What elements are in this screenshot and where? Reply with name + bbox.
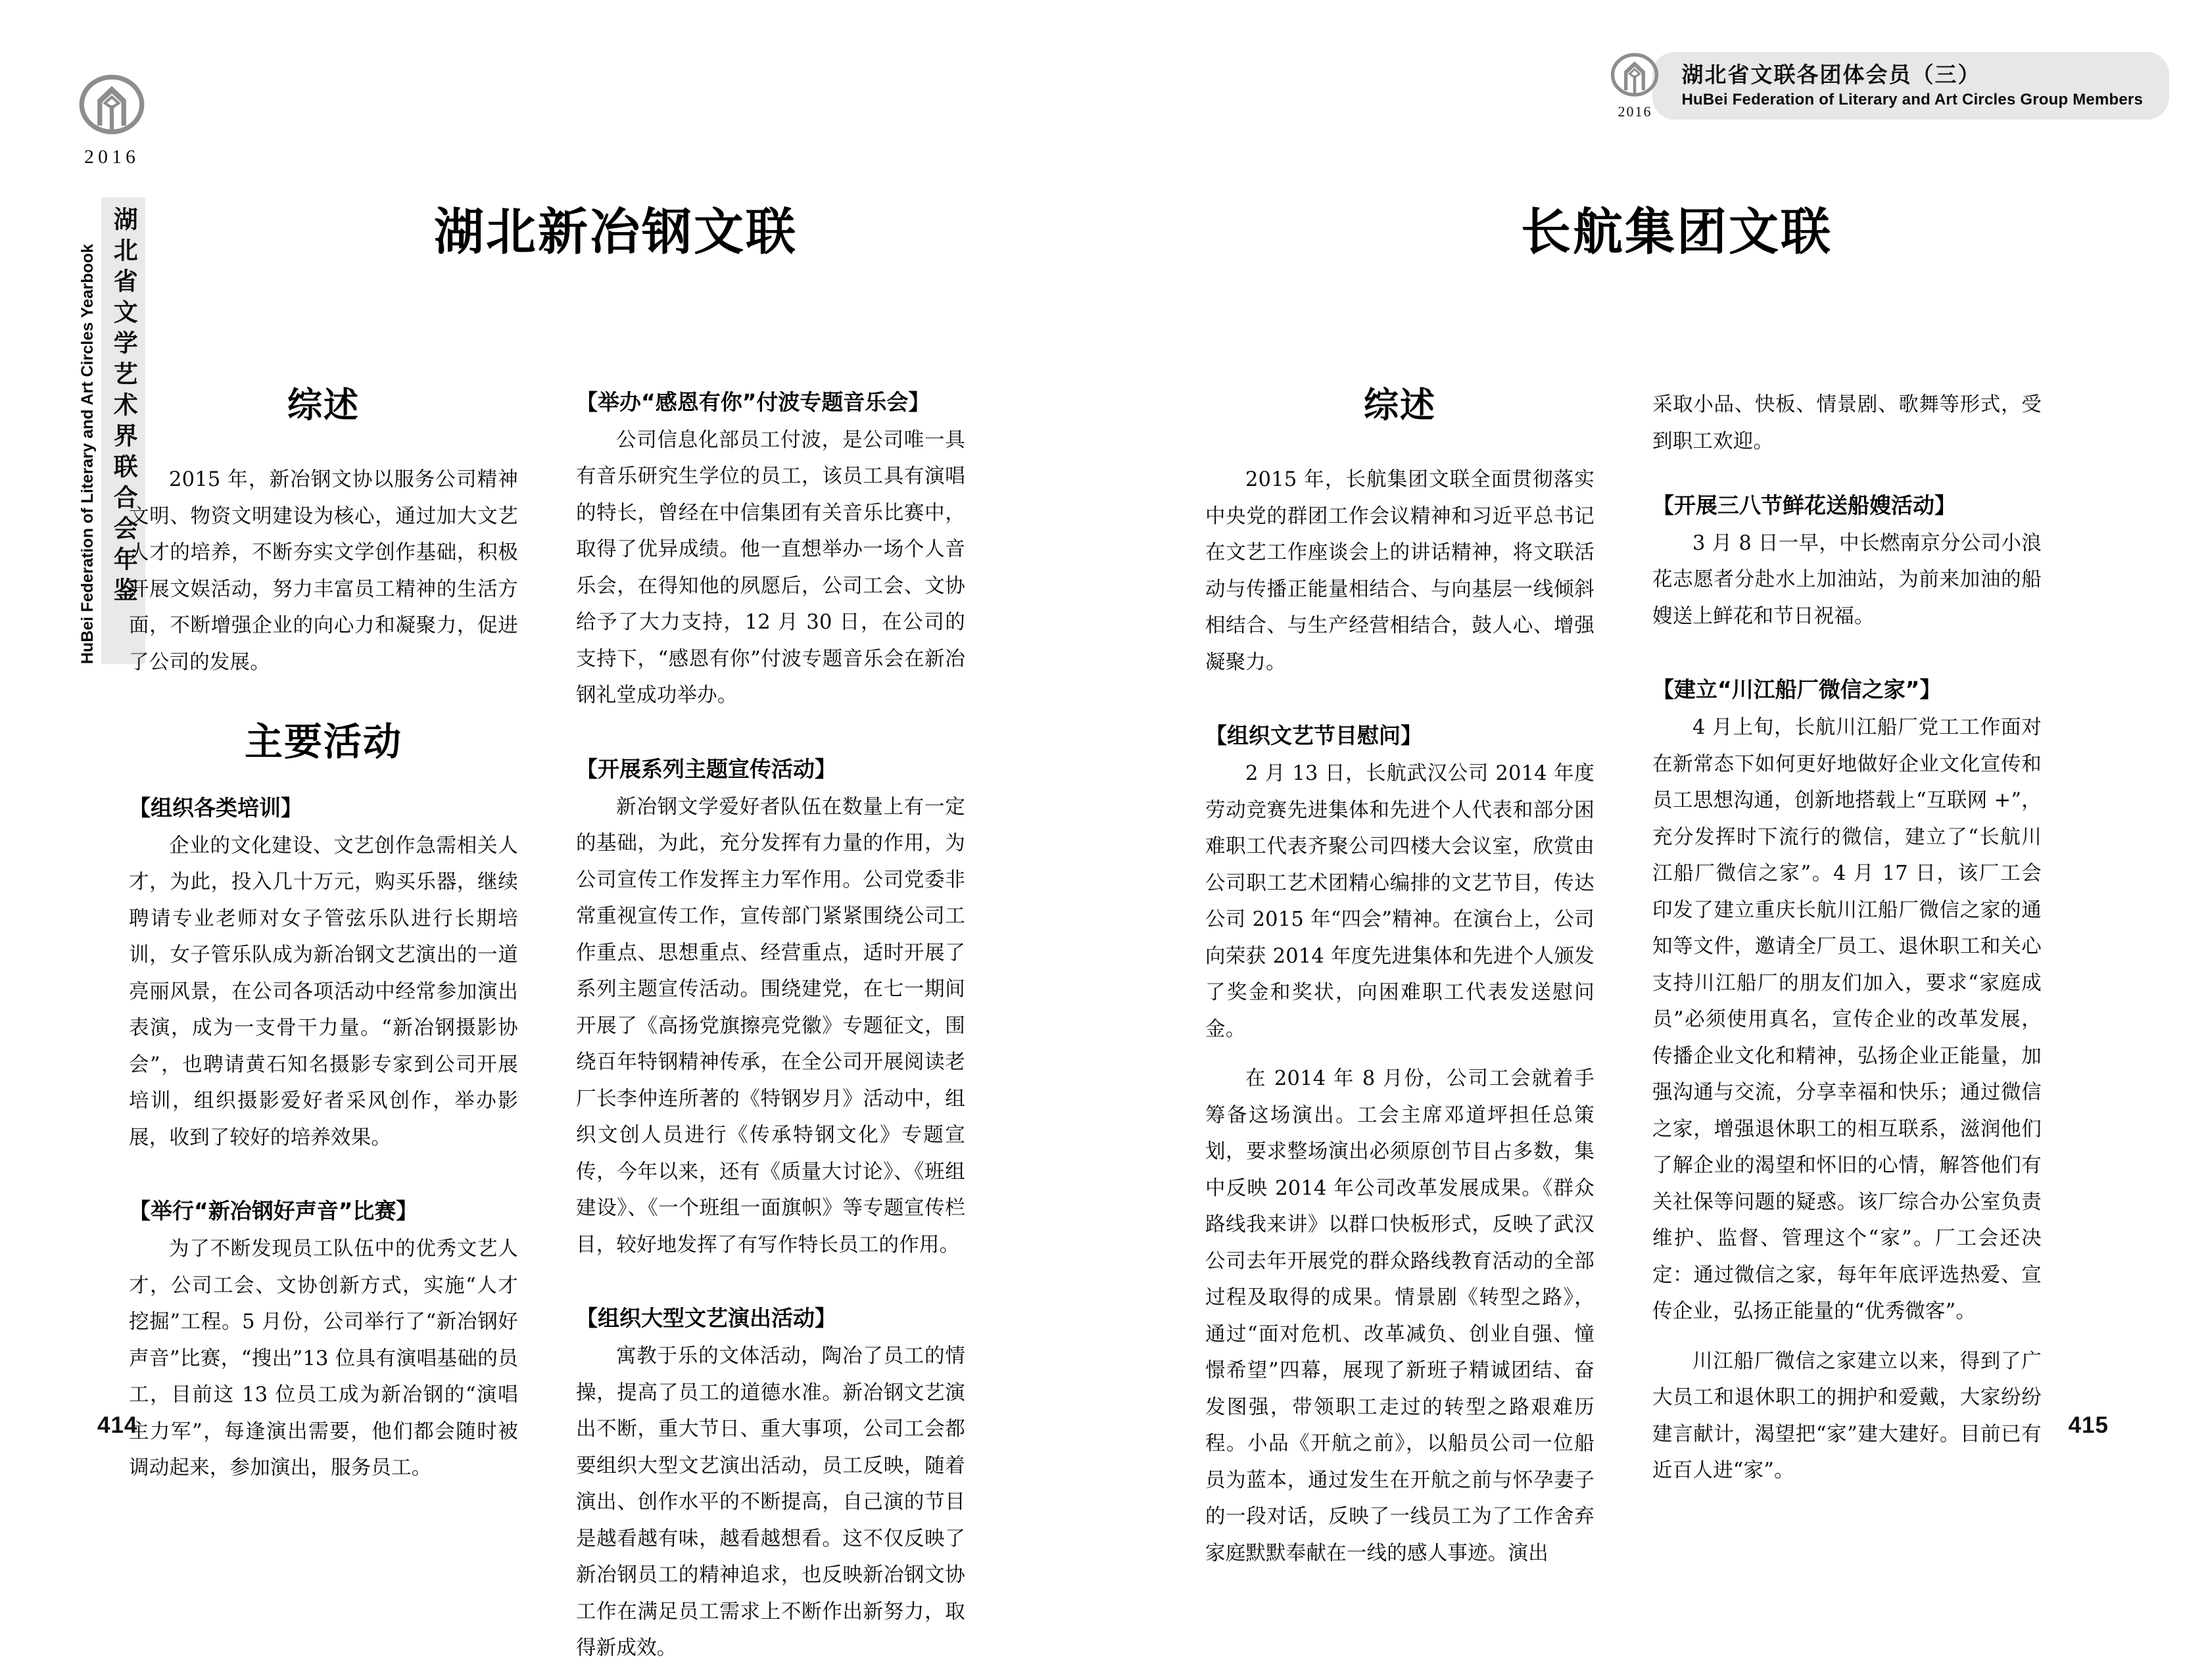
right-page-columns — [1205, 387, 2042, 1585]
overview-heading: 综述 — [1364, 385, 1436, 425]
right-page — [1103, 0, 2206, 1565]
section-paragraph: 川江船厂微信之家建立以来，得到了广大员工和退休职工的拥护和爱戴，大家纷纷建言献计，渴望把“家”建大建好。目前已有近百人进“家”。 — [1652, 1349, 2042, 1483]
section-paragraph: 为了不断发现员工队伍中的优秀文艺人才，公司工会、文协创新方式，实施“人才挖掘”工程。5 月份，公司举行了“新冶钢好声音”比赛，“搜出”13 位具有演唱基础的员工，目前这 13 位员工成为新冶钢的“演唱主力军”，每逢演出需要，他们都会随时被调动起来，参加演出，服务员工。 — [129, 1237, 518, 1480]
section-paragraph: 4 月上旬，长航川江船厂党工工作面对在新常态下如何更好地做好企业文化宣传和员工思想沟通，创新地搭载上“互联网 +”，充分发挥时下流行的微信，建立了“长航川江船厂微信之家”。4 月 17 日，该厂工会印发了建立重庆长航川江船厂微信之家的通知等文件，邀请全厂员工、退休职工和关心支持川江船厂的朋友们加入，要求“家庭成员”必须使用真名，宣传企业的改革发展，传播企业文化和精神，弘扬企业正能量，加强沟通与交流，分享幸福和快乐；通过微信之家，增强退休职工的相互联系，滋润他们了解企业的渴望和怀旧的心情，解答他们有关社保等问题的疑惑。该厂综合办公室负责维护、监督、管理这个“家”。厂工会还决定：通过微信之家，每年年底评选热爱、宣传企业，弘扬正能量的“优秀微客”。 — [1652, 716, 2042, 1324]
federation-logo-icon — [78, 72, 146, 141]
section-heading: 【举办“感恩有你”付波专题音乐会】 — [576, 389, 930, 415]
left-page — [0, 0, 1103, 1660]
running-header-title-cn: 湖北省文联各团体会员（三） — [1681, 61, 1981, 87]
vertical-title-en: HuBei Federation of Literary and Art Circles Yearbook — [78, 243, 97, 664]
section-heading: 【开展三八节鲜花送船嫂活动】 — [1652, 492, 1956, 518]
section-paragraph: 2 月 13 日，长航武汉公司 2014 年度劳动竞赛先进集体和先进个人代表和部分困难职工代表齐聚公司四楼大会议室，欣赏由公司职工艺术团精心编排的文艺节目，传达公司 2015 年“四会”精神。在演台上，公司向荣获 2014 年度先进集体和先进个人颁发了奖金和奖状，向困难职工代表发送慰问金。 — [1205, 762, 1595, 1041]
section-heading: 【开展系列主题宣传活动】 — [576, 756, 836, 782]
section-paragraph: 新冶钢文学爱好者队伍在数量上有一定的基础，为此，充分发挥有力量的作用，为公司宣传工作发挥主力军作用。公司党委非常重视宣传工作，宣传部门紧紧围绕公司工作重点、思想重点、经营重点，适时开展了系列主题宣传活动。围绕建党，在七一期间开展了《高扬党旗擦亮党徽》专题征文，围绕百年特钢精神传承，在全公司开展阅读老厂长李仲连所著的《特钢岁月》活动中，组织文创人员进行《传承特钢文化》专题宣传，今年以来，还有《质量大讨论》、《班组建设》、《一个班组一面旗帜》等专题宣传栏目，较好地发挥了有写作特长员工的作用。 — [576, 795, 965, 1257]
column-3 — [1205, 387, 1595, 1585]
section-paragraph: 寓教于乐的文体活动，陶冶了员工的情操，提高了员工的道德水准。新冶钢文艺演出不断，重大节日、重大事项，公司工会都要组织大型文艺演出活动，员工反映，随着演出、创作水平的不断提高，自己演的节目是越看越有味，越看越想看。这不仅反映了新冶钢员工的精神追求，也反映新冶钢文协工作在满足员工需求上不断作出新努力，取得新成效。 — [576, 1345, 965, 1660]
vertical-title-cn: 湖北省文学艺术界联合会年鉴 — [101, 197, 146, 664]
section-paragraph: 在 2014 年 8 月份，公司工会就着手筹备这场演出。工会主席邓道坪担任总策划，要求整场演出必须原创节目占多数，集中反映 2014 年公司改革发展成果。《群众路线我来讲》以群口快板形式，反映了武汉公司去年开展党的群众路线教育活动的全部过程及取得的成果。情景剧《转型之路》，通过“面对危机、改革减负、创业自强、憧憬希望”四幕，展现了新班子精诚团结、奋发图强，带领职工走过的转型之路艰难历程。小品《开航之前》，以船员公司一位船员为蓝本，通过发生在开航之前与怀孕妻子的一段对话，反映了一线员工为了工作舍弃家庭默默奉献在一线的感人事迹。演出 — [1205, 1067, 1595, 1565]
section-paragraph: 公司信息化部员工付波，是公司唯一具有音乐研究生学位的员工，该员工具有演唱的特长，曾经在中信集团有关音乐比赛中，取得了优异成绩。他一直想举办一场个人音乐会，在得知他的夙愿后，公司工会、文协给予了大力支持，12 月 30 日，在公司的支持下，“感恩有你”付波专题音乐会在新冶钢礼堂成功举办。 — [576, 428, 965, 708]
column-1 — [129, 387, 518, 1680]
page-number: 415 — [2068, 1412, 2109, 1438]
continuation-paragraph: 采取小品、快板、情景剧、歌舞等形式，受到职工欢迎。 — [1652, 393, 2042, 453]
column-2 — [576, 387, 965, 1680]
running-header-bar — [1652, 52, 2169, 120]
section-heading: 【组织大型文艺演出活动】 — [576, 1305, 836, 1332]
column-4 — [1652, 387, 2042, 1585]
section-heading: 【举行“新冶钢好声音”比赛】 — [129, 1198, 418, 1224]
page-title: 长航集团文联 — [1521, 203, 1833, 261]
page-title: 湖北新冶钢文联 — [434, 203, 798, 261]
running-header-logo — [1598, 51, 1671, 120]
page-number: 414 — [97, 1412, 138, 1438]
section-paragraph: 3 月 8 日一早，中长燃南京分公司小浪花志愿者分赴水上加油站，为前来加油的船嫂送上鲜花和节日祝福。 — [1652, 531, 2042, 628]
running-header-title-en: HuBei Federation of Literary and Art Circles Group Members — [1681, 91, 2143, 109]
left-page-columns — [129, 387, 965, 1680]
running-header — [1598, 51, 2169, 120]
section-heading: 【组织文艺节目慰问】 — [1205, 723, 1422, 749]
main-activities-heading: 主要活动 — [244, 719, 402, 765]
overview-heading: 综述 — [287, 385, 360, 425]
section-heading: 【组织各类培训】 — [129, 795, 302, 821]
section-heading: 【建立“川江船厂微信之家”】 — [1652, 677, 1942, 703]
overview-paragraph: 2015 年，新冶钢文协以服务公司精神文明、物资文明建设为核心，通过加大文艺人才的培养，不断夯实文学创作基础，积极开展文娱活动，努力丰富员工精神的生活方面，不断增强企业的向心力和凝聚力，促进了公司的发展。 — [129, 468, 518, 674]
logo-year: 2016 — [84, 146, 139, 168]
running-header-year: 2016 — [1618, 103, 1652, 120]
section-paragraph: 企业的文化建设、文艺创作急需相关人才，为此，投入几十万元，购买乐器，继续聘请专业老师对女子管弦乐队进行长期培训，女子管乐队成为新冶钢文艺演出的一道亮丽风景，在公司各项活动中经常参加演出表演，成为一支骨干力量。“新冶钢摄影协会”，也聘请黄石知名摄影专家到公司开展培训，组织摄影爱好者采风创作，举办影展，收到了较好的培养效果。 — [129, 834, 518, 1149]
federation-logo-icon — [1610, 51, 1660, 101]
overview-paragraph: 2015 年，长航集团文联全面贯彻落实中央党的群团工作会议精神和习近平总书记在文艺工作座谈会上的讲话精神，将文联活动与传播正能量相结合、与向基层一线倾斜相结合、与生产经营相结合，鼓人心、增强凝聚力。 — [1205, 468, 1595, 674]
